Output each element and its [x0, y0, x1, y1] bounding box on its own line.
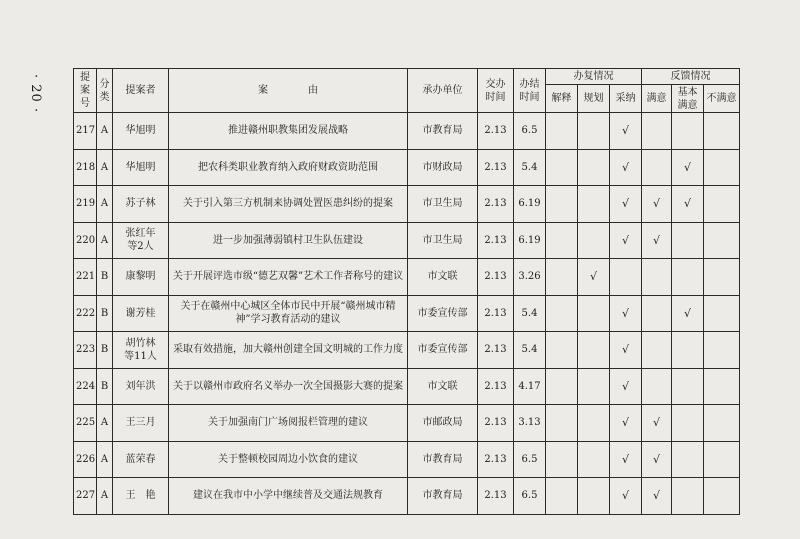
category: A	[97, 186, 113, 223]
feedback-satisfied-cell	[642, 405, 672, 442]
category: B	[97, 259, 113, 296]
handling-unit: 市邮政局	[408, 405, 478, 442]
feedback-unsatisfied-cell	[704, 368, 740, 405]
reply-explain-cell	[546, 295, 578, 332]
reply-adopt-cell	[610, 259, 642, 296]
feedback-unsatisfied-cell	[704, 405, 740, 442]
assign-time: 2.13	[478, 441, 514, 478]
handling-unit: 市教育局	[408, 113, 478, 150]
header-feedback-satisfied: 满意	[642, 85, 672, 113]
reply-explain-cell	[546, 441, 578, 478]
assign-time: 2.13	[478, 186, 514, 223]
proposal-number: 217	[74, 113, 97, 150]
done-time: 4.17	[514, 368, 546, 405]
header-feedback-group: 反馈情况	[642, 69, 740, 85]
check-mark-icon: √	[621, 306, 629, 320]
assign-time: 2.13	[478, 149, 514, 186]
feedback-satisfied-cell	[642, 441, 672, 478]
proposer-name: 康黎明	[125, 271, 156, 283]
done-time: 3.13	[514, 405, 546, 442]
reply-explain-cell	[546, 113, 578, 150]
proposal-number: 227	[74, 478, 97, 515]
table-row	[74, 368, 740, 405]
handling-unit: 市教育局	[408, 441, 478, 478]
feedback-basic-cell	[672, 405, 704, 442]
proposal-number: 226	[74, 441, 97, 478]
header-reply-explain: 解释	[546, 85, 578, 113]
category: A	[97, 222, 113, 259]
reply-adopt-cell	[610, 295, 642, 332]
proposer-cell	[113, 186, 169, 223]
feedback-satisfied-cell	[642, 368, 672, 405]
check-mark-icon: √	[621, 452, 629, 466]
proposer-name: 王 艳	[125, 490, 156, 502]
reply-adopt-cell	[610, 149, 642, 186]
header-feedback-unsatisfied: 不满意	[704, 85, 740, 113]
table-row	[74, 149, 740, 186]
done-time: 6.19	[514, 222, 546, 259]
check-mark-icon: √	[652, 489, 660, 503]
proposal-number: 219	[74, 186, 97, 223]
reply-explain-cell	[546, 186, 578, 223]
feedback-basic-cell	[672, 441, 704, 478]
handling-unit: 市委宣传部	[408, 332, 478, 369]
done-time: 5.4	[514, 149, 546, 186]
check-mark-icon: √	[652, 233, 660, 247]
reply-plan-cell	[578, 332, 610, 369]
done-time: 6.5	[514, 441, 546, 478]
proposer-name: 蓝荣春	[125, 453, 156, 465]
handling-unit: 市委宣传部	[408, 295, 478, 332]
header-unit: 承办单位	[408, 69, 478, 113]
proposer-name: 等2人	[127, 241, 154, 253]
reply-plan-cell	[578, 405, 610, 442]
feedback-unsatisfied-cell	[704, 222, 740, 259]
check-mark-icon: √	[621, 416, 629, 430]
check-mark-icon: √	[621, 489, 629, 503]
feedback-unsatisfied-cell	[704, 332, 740, 369]
feedback-unsatisfied-cell	[704, 295, 740, 332]
handling-unit: 市卫生局	[408, 186, 478, 223]
reason: 建议在我市中小学中继续普及交通法规教育	[169, 478, 408, 515]
check-mark-icon: √	[652, 197, 660, 211]
reply-adopt-cell	[610, 478, 642, 515]
proposer-cell	[113, 295, 169, 332]
feedback-basic-cell	[672, 186, 704, 223]
reply-explain-cell	[546, 149, 578, 186]
page-number: · 20 ·	[28, 74, 43, 114]
category: B	[97, 368, 113, 405]
table-row	[74, 441, 740, 478]
feedback-basic-cell	[672, 222, 704, 259]
assign-time: 2.13	[478, 478, 514, 515]
table-row	[74, 332, 740, 369]
handling-unit: 市卫生局	[408, 222, 478, 259]
header-done-time: 办结 时间	[514, 69, 546, 113]
category: A	[97, 441, 113, 478]
feedback-unsatisfied-cell	[704, 113, 740, 150]
header-reason: 案 由	[169, 69, 408, 113]
handling-unit: 市教育局	[408, 478, 478, 515]
check-mark-icon: √	[652, 416, 660, 430]
proposer-name: 王三月	[125, 417, 156, 429]
assign-time: 2.13	[478, 368, 514, 405]
proposer-name: 张红年	[125, 228, 156, 240]
check-mark-icon: √	[621, 124, 629, 138]
feedback-unsatisfied-cell	[704, 478, 740, 515]
check-mark-icon: √	[683, 160, 691, 174]
handling-unit: 市文联	[408, 259, 478, 296]
reason: 关于以赣州市政府名义举办一次全国摄影大赛的提案	[169, 368, 408, 405]
feedback-satisfied-cell	[642, 222, 672, 259]
reply-explain-cell	[546, 405, 578, 442]
reply-plan-cell	[578, 222, 610, 259]
proposal-number: 220	[74, 222, 97, 259]
reason: 关于引入第三方机制来协调处置医患纠纷的提案	[169, 186, 408, 223]
check-mark-icon: √	[683, 197, 691, 211]
feedback-basic-cell	[672, 149, 704, 186]
header-proposer: 提案者	[113, 69, 169, 113]
reply-plan-cell	[578, 478, 610, 515]
check-mark-icon: √	[621, 160, 629, 174]
proposal-number: 223	[74, 332, 97, 369]
category: B	[97, 295, 113, 332]
handling-unit: 市财政局	[408, 149, 478, 186]
reply-adopt-cell	[610, 368, 642, 405]
proposal-number: 224	[74, 368, 97, 405]
reply-adopt-cell	[610, 441, 642, 478]
proposer-cell	[113, 368, 169, 405]
feedback-satisfied-cell	[642, 186, 672, 223]
done-time: 6.5	[514, 113, 546, 150]
proposer-name: 华旭明	[125, 161, 156, 173]
reply-explain-cell	[546, 259, 578, 296]
reply-explain-cell	[546, 332, 578, 369]
table-header	[74, 69, 740, 113]
assign-time: 2.13	[478, 222, 514, 259]
proposer-cell	[113, 222, 169, 259]
proposer-cell	[113, 478, 169, 515]
assign-time: 2.13	[478, 259, 514, 296]
header-reply-adopt: 采纳	[610, 85, 642, 113]
check-mark-icon: √	[621, 379, 629, 393]
done-time: 3.26	[514, 259, 546, 296]
proposer-cell	[113, 332, 169, 369]
proposer-name: 等11人	[124, 350, 157, 362]
proposer-cell	[113, 149, 169, 186]
proposal-number: 218	[74, 149, 97, 186]
feedback-satisfied-cell	[642, 149, 672, 186]
category: A	[97, 113, 113, 150]
proposer-name: 苏子林	[125, 198, 156, 210]
reply-adopt-cell	[610, 332, 642, 369]
reply-adopt-cell	[610, 222, 642, 259]
table-body	[74, 113, 740, 515]
check-mark-icon: √	[652, 452, 660, 466]
reply-explain-cell	[546, 368, 578, 405]
category: B	[97, 332, 113, 369]
header-feedback-basic: 基本满意	[672, 85, 704, 113]
reply-plan-cell	[578, 441, 610, 478]
done-time: 5.4	[514, 295, 546, 332]
proposer-name: 谢芳桂	[125, 307, 156, 319]
feedback-satisfied-cell	[642, 332, 672, 369]
reason: 关于整顿校园周边小饮食的建议	[169, 441, 408, 478]
done-time: 6.19	[514, 186, 546, 223]
feedback-satisfied-cell	[642, 478, 672, 515]
reply-plan-cell	[578, 149, 610, 186]
table-row	[74, 222, 740, 259]
header-reply-group: 办复情况	[546, 69, 642, 85]
proposer-name: 刘年洪	[125, 380, 156, 392]
feedback-basic-cell	[672, 478, 704, 515]
reason: 关于加强南门广场阅报栏管理的建议	[169, 405, 408, 442]
proposer-name: 华旭明	[125, 125, 156, 137]
done-time: 6.5	[514, 478, 546, 515]
table-row	[74, 295, 740, 332]
reply-explain-cell	[546, 478, 578, 515]
assign-time: 2.13	[478, 332, 514, 369]
reason: 关于在赣州中心城区全体市民中开展“赣州城市精神”学习教育活动的建议	[169, 295, 408, 332]
reply-adopt-cell	[610, 405, 642, 442]
proposal-number: 225	[74, 405, 97, 442]
proposal-number: 221	[74, 259, 97, 296]
proposer-name: 胡竹林	[125, 337, 156, 349]
proposal-table	[73, 68, 740, 515]
proposer-cell	[113, 405, 169, 442]
check-mark-icon: √	[621, 197, 629, 211]
reason: 进一步加强薄弱镇村卫生队伍建设	[169, 222, 408, 259]
proposer-cell	[113, 259, 169, 296]
category: A	[97, 149, 113, 186]
feedback-basic-cell	[672, 295, 704, 332]
feedback-basic-cell	[672, 332, 704, 369]
table-row	[74, 259, 740, 296]
feedback-unsatisfied-cell	[704, 259, 740, 296]
assign-time: 2.13	[478, 295, 514, 332]
feedback-unsatisfied-cell	[704, 149, 740, 186]
check-mark-icon: √	[621, 233, 629, 247]
feedback-basic-cell	[672, 113, 704, 150]
category: A	[97, 478, 113, 515]
feedback-satisfied-cell	[642, 259, 672, 296]
feedback-satisfied-cell	[642, 295, 672, 332]
table-row	[74, 478, 740, 515]
header-assign-time: 交办 时间	[478, 69, 514, 113]
done-time: 5.4	[514, 332, 546, 369]
table-row	[74, 186, 740, 223]
feedback-unsatisfied-cell	[704, 186, 740, 223]
proposer-cell	[113, 441, 169, 478]
header-proposal-number: 提 案 号	[74, 69, 97, 113]
handling-unit: 市文联	[408, 368, 478, 405]
reply-plan-cell	[578, 295, 610, 332]
reason: 采取有效措施，加大赣州创建全国文明城的工作力度	[169, 332, 408, 369]
reason: 把农科类职业教育纳入政府财政资助范围	[169, 149, 408, 186]
proposal-number: 222	[74, 295, 97, 332]
feedback-basic-cell	[672, 259, 704, 296]
check-mark-icon: √	[621, 343, 629, 357]
reply-plan-cell	[578, 113, 610, 150]
feedback-unsatisfied-cell	[704, 441, 740, 478]
table-row	[74, 405, 740, 442]
reason: 关于开展评选市级“德艺双馨”艺术工作者称号的建议	[169, 259, 408, 296]
header-reply-plan: 规划	[578, 85, 610, 113]
reply-adopt-cell	[610, 186, 642, 223]
reply-plan-cell	[578, 259, 610, 296]
assign-time: 2.13	[478, 405, 514, 442]
check-mark-icon: √	[589, 270, 597, 284]
reason: 推进赣州职教集团发展战略	[169, 113, 408, 150]
assign-time: 2.13	[478, 113, 514, 150]
proposer-cell	[113, 113, 169, 150]
feedback-basic-cell	[672, 368, 704, 405]
feedback-satisfied-cell	[642, 113, 672, 150]
reply-explain-cell	[546, 222, 578, 259]
reply-adopt-cell	[610, 113, 642, 150]
check-mark-icon: √	[683, 306, 691, 320]
reply-plan-cell	[578, 368, 610, 405]
category: A	[97, 405, 113, 442]
reply-plan-cell	[578, 186, 610, 223]
table-row	[74, 113, 740, 150]
header-category: 分 类	[97, 69, 113, 113]
